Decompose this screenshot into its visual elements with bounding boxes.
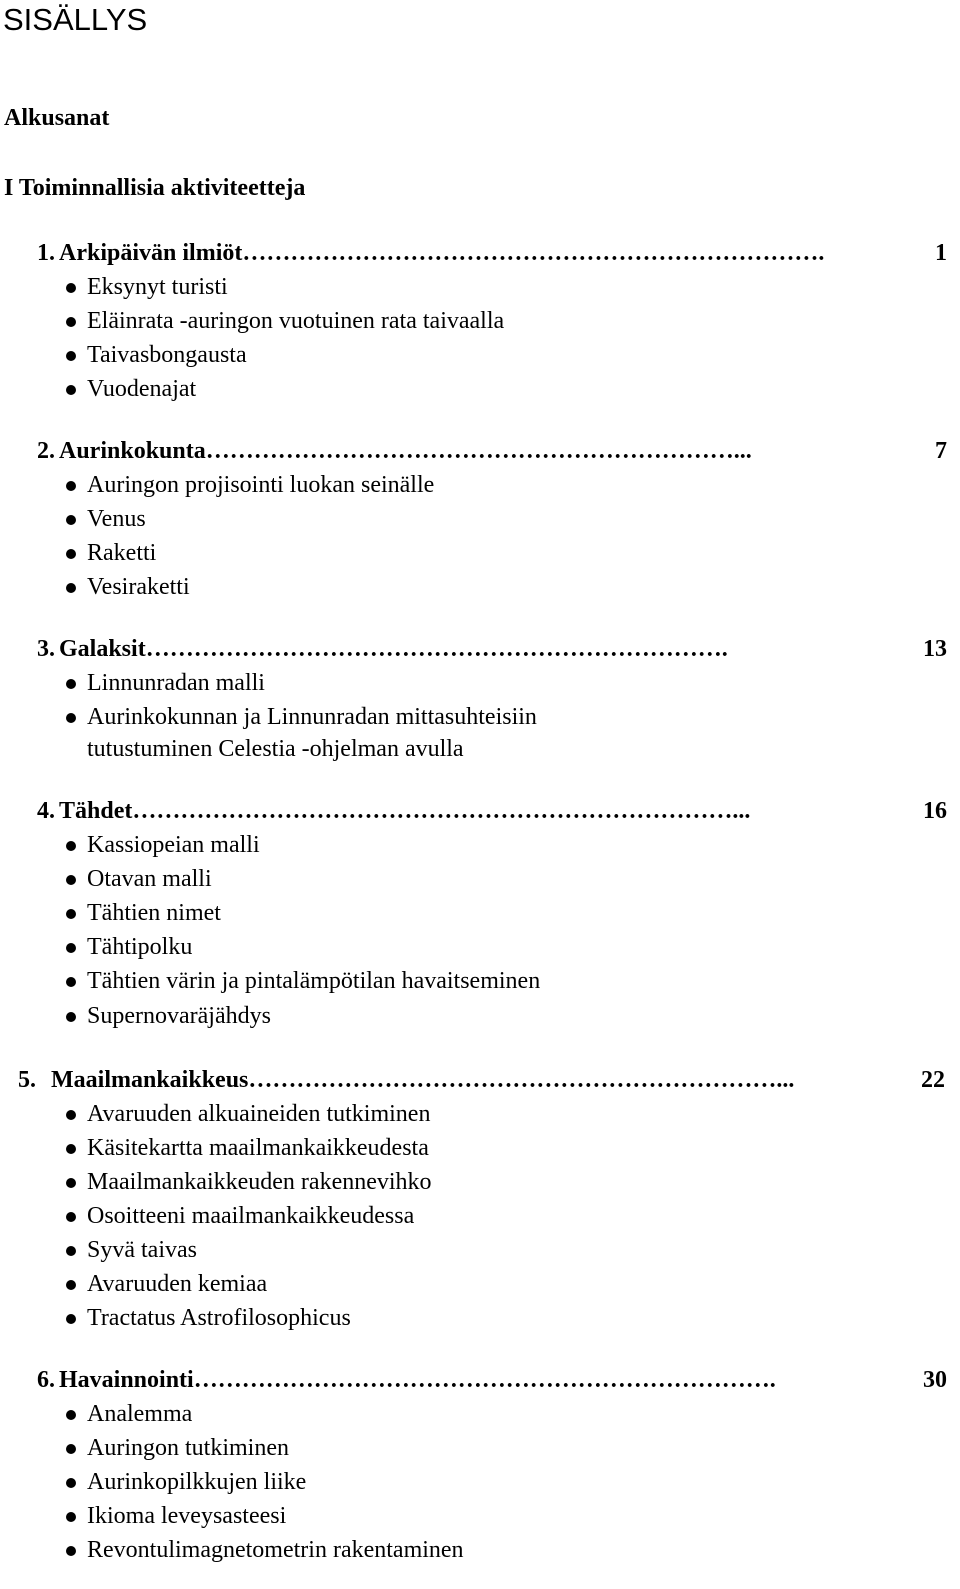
list-item [66, 1434, 289, 1462]
chapter-entry [59, 437, 947, 465]
list-item [66, 1536, 464, 1564]
list-item [66, 1468, 306, 1496]
list-item [66, 341, 247, 369]
list-item-text: Eksynyt turisti [87, 274, 228, 300]
list-item [66, 1202, 414, 1230]
bullet-icon [66, 943, 76, 953]
list-item-text: Tähtipolku [87, 934, 193, 960]
chapter-page: 30 [923, 1367, 947, 1393]
list-item-text: Kassiopeian malli [87, 832, 260, 858]
bullet-icon [66, 1512, 76, 1522]
list-item [66, 967, 540, 995]
list-item-text: Auringon tutkiminen [87, 1435, 289, 1461]
chapter-title: Havainnointi [59, 1367, 194, 1393]
chapter-entry [59, 1366, 947, 1394]
list-item-text: Ikioma leveysasteesi [87, 1503, 287, 1529]
list-item-text: Tähtien nimet [87, 900, 221, 926]
bullet-icon [66, 713, 76, 723]
bullet-icon [66, 1546, 76, 1556]
list-item-text: Otavan malli [87, 866, 212, 892]
list-item [66, 539, 156, 567]
list-item [66, 573, 190, 601]
part-heading: I Toiminnallisia aktiviteetteja [4, 175, 306, 201]
chapter-title: Tähdet [59, 798, 133, 824]
chapter-entry [59, 635, 947, 663]
bullet-icon [66, 1314, 76, 1324]
bullet-icon [66, 351, 76, 361]
bullet-icon [66, 1444, 76, 1454]
list-item [66, 273, 228, 301]
bullet-icon [66, 1410, 76, 1420]
bullet-icon [66, 515, 76, 525]
chapter-page: 7 [935, 438, 947, 464]
list-item [66, 471, 434, 499]
chapter-number: 4. [37, 798, 55, 824]
list-item-text: Auringon projisointi luokan seinälle [87, 472, 435, 498]
chapter-page: 22 [921, 1067, 945, 1093]
bullet-icon [66, 1212, 76, 1222]
bullet-icon [66, 1478, 76, 1488]
list-item-text: Vesiraketti [87, 574, 190, 600]
chapter-title: Arkipäivän ilmiöt [59, 240, 243, 266]
list-item-text: Tractatus Astrofilosophicus [87, 1305, 351, 1331]
list-item [66, 865, 212, 893]
chapter-number: 5. [18, 1067, 36, 1093]
list-item-text: Aurinkokunnan ja Linnunradan mittasuhteisiin [87, 704, 537, 730]
list-item [66, 505, 146, 533]
chapter-number: 3. [37, 636, 55, 662]
dot-leader: ………………………………………………………………. [242, 240, 825, 266]
list-item-text: Osoitteeni maailmankaikkeudessa [87, 1203, 415, 1229]
list-item-text: Linnunradan malli [87, 670, 265, 696]
bullet-icon [66, 481, 76, 491]
chapter-entry [59, 239, 947, 267]
bullet-icon [66, 549, 76, 559]
bullet-icon [66, 909, 76, 919]
bullet-icon [66, 1280, 76, 1290]
bullet-icon [66, 385, 76, 395]
bullet-icon [66, 1012, 76, 1022]
list-item [66, 1502, 286, 1530]
list-item [66, 1134, 429, 1162]
list-item-text: Syvä taivas [87, 1237, 197, 1263]
list-item-text: Tähtien värin ja pintalämpötilan havaitseminen [87, 968, 541, 994]
document-title: SISÄLLYS [3, 2, 148, 37]
list-item [66, 933, 192, 961]
list-item-text: Avaruuden alkuaineiden tutkiminen [87, 1101, 431, 1127]
bullet-icon [66, 317, 76, 327]
bullet-icon [66, 1246, 76, 1256]
foreword-heading: Alkusanat [4, 105, 110, 131]
list-item-text: Supernovaräjähdys [87, 1003, 271, 1029]
list-item [66, 831, 260, 859]
bullet-icon [66, 875, 76, 885]
list-item [66, 1270, 267, 1298]
bullet-icon [66, 1144, 76, 1154]
list-item [66, 899, 221, 927]
list-item [66, 1400, 192, 1428]
dot-leader: …………………………………………………………... [205, 438, 752, 464]
list-item [66, 307, 504, 335]
bullet-icon [66, 583, 76, 593]
list-item-text: Eläinrata -auringon vuotuinen rata taivaalla [87, 308, 505, 334]
chapter-title: Aurinkokunta [59, 438, 206, 464]
bullet-icon [66, 1178, 76, 1188]
list-item-text: Vuodenajat [87, 376, 197, 402]
chapter-number: 2. [37, 438, 55, 464]
list-item [66, 1168, 432, 1196]
dot-leader: ………………………………………………………………. [145, 636, 728, 662]
chapter-page: 13 [923, 636, 947, 662]
dot-leader: …………………………………………………………………... [132, 798, 751, 824]
chapter-entry [59, 797, 947, 825]
chapter-page: 1 [935, 240, 947, 266]
list-item-text: Maailmankaikkeuden rakennevihko [87, 1169, 432, 1195]
bullet-icon [66, 841, 76, 851]
list-item-text: Avaruuden kemiaa [87, 1271, 268, 1297]
list-item-text: Aurinkopilkkujen liike [87, 1469, 307, 1495]
list-item [66, 703, 537, 731]
chapter-page: 16 [923, 798, 947, 824]
bullet-icon [66, 1110, 76, 1120]
dot-leader: ………………………………………………………………. [193, 1367, 776, 1393]
list-item [66, 1236, 197, 1264]
list-item-text: Raketti [87, 540, 157, 566]
bullet-icon [66, 283, 76, 293]
list-item-continuation: tutustuminen Celestia -ohjelman avulla [87, 736, 464, 762]
list-item-text: Analemma [87, 1401, 193, 1427]
chapter-title: Maailmankaikkeus [51, 1067, 249, 1093]
chapter-number: 6. [37, 1367, 55, 1393]
dot-leader: …………………………………………………………... [248, 1067, 795, 1093]
list-item-text: Revontulimagnetometrin rakentaminen [87, 1537, 464, 1563]
bullet-icon [66, 679, 76, 689]
list-item [66, 1100, 430, 1128]
list-item [66, 375, 196, 403]
list-item-text: Taivasbongausta [87, 342, 247, 368]
list-item [66, 669, 265, 697]
bullet-icon [66, 977, 76, 987]
list-item-text: Käsitekartta maailmankaikkeudesta [87, 1135, 429, 1161]
list-item-text: Venus [87, 506, 146, 532]
list-item [66, 1002, 271, 1030]
chapter-title: Galaksit [59, 636, 146, 662]
list-item [66, 1304, 351, 1332]
chapter-entry [51, 1066, 945, 1094]
chapter-number: 1. [37, 240, 55, 266]
